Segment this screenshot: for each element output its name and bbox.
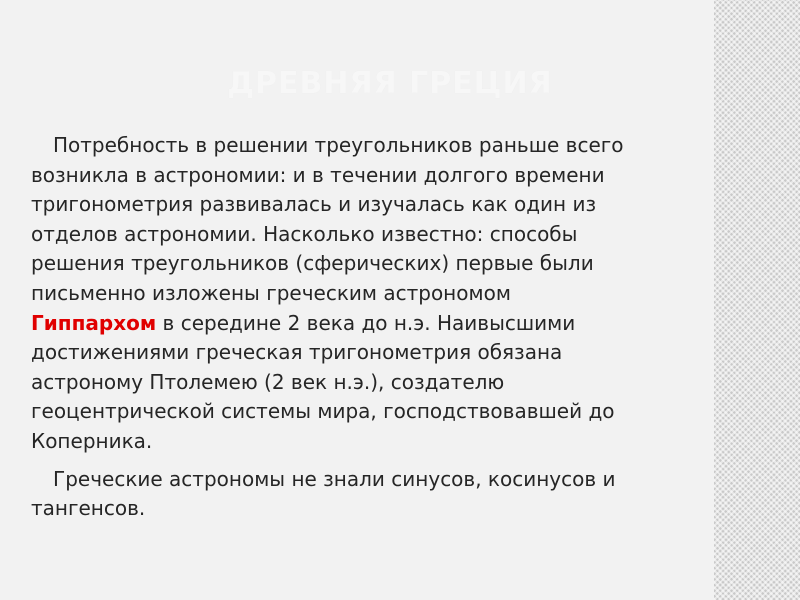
paragraph-1-line-8: достижениями греческая тригонометрия обязана — [31, 340, 563, 365]
paragraph-1-line-2: возникла в астрономии: и в течении долгого времени — [31, 162, 605, 187]
slide-title: ДРЕВНЯЯ ГРЕЦИЯ — [227, 66, 553, 101]
slide-body — [31, 131, 713, 524]
paragraph-2 — [31, 465, 713, 524]
paragraph-1-line-3: тригонометрия развивалась и изучалась как один из — [31, 192, 597, 217]
paragraph-2-line-1 — [31, 465, 713, 495]
paragraph-1-line-6: письменно изложены греческим астрономом — [31, 280, 511, 305]
paragraph-1 — [31, 131, 713, 457]
paragraph-1-line-4: отделов астрономии. Насколько известно: способы — [31, 221, 578, 246]
paragraph-1-line-7 — [31, 309, 713, 339]
highlighted-name: Гиппархом — [31, 310, 157, 335]
paragraph-1-line-5: решения треугольников (сферических) первые были — [31, 251, 594, 276]
paragraph-1-line-11: Коперника. — [31, 428, 153, 453]
paragraph-1-line-1 — [31, 131, 713, 161]
paragraph-1-line-10: геоцентрической системы мира, господствовавшей до — [31, 399, 615, 424]
decorative-side-band — [714, 0, 800, 600]
paragraph-1-line-1-text: Потребность в решении треугольников раньше всего — [53, 133, 624, 157]
paragraph-1-line-7-rest: в середине 2 века до н.э. Наивысшими — [156, 310, 576, 335]
paragraph-2-line-2: тангенсов. — [31, 496, 146, 521]
paragraph-2-line-1-text: Греческие астрономы не знали синусов, косинусов и — [53, 466, 616, 491]
paragraph-1-line-9: астроному Птолемею (2 век н.э.), создателю — [31, 369, 505, 394]
